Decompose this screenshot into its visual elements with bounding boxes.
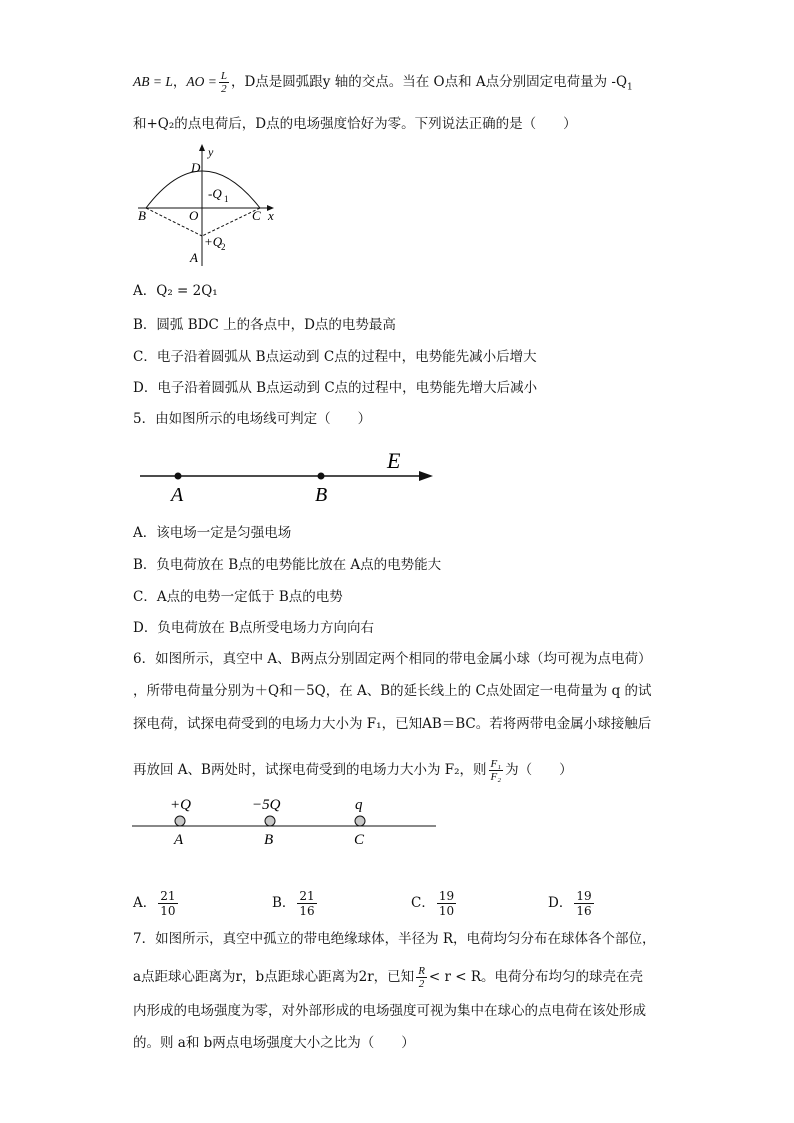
label-o: O [189, 208, 199, 223]
q4-line1-rest: ，D点是圆弧跟y 轴的交点。当在 O点和 A点分别固定电荷量为 -Q [230, 74, 628, 90]
arc-bdc [146, 171, 260, 208]
q6-line4-post: 为（ ） [505, 762, 573, 778]
label-a: A [174, 832, 184, 848]
q4-line1-sub: 1 [627, 82, 633, 93]
y-axis-arrow [199, 144, 205, 151]
q4-sep: ， [172, 74, 187, 90]
label-y: y [208, 145, 214, 159]
q6-option-c-letter: C． [411, 895, 435, 911]
q6-option-d-fraction [574, 889, 593, 918]
q6-option-d-letter: D． [548, 895, 573, 911]
q6-ratio-fraction [489, 758, 504, 783]
label-d: D [191, 160, 201, 175]
q6-option-b [272, 889, 319, 918]
q6-option-b-fraction [297, 889, 316, 918]
q5-option-c: C．A点的电势一定低于 B点的电势 [133, 589, 343, 605]
q4-frac-den: 2 [221, 83, 227, 95]
q6-line4 [133, 758, 573, 783]
q6-option-b-letter: B． [272, 895, 296, 911]
ball-c [355, 816, 365, 826]
label-c: C [354, 832, 365, 848]
q6-option-a-fraction [158, 889, 177, 918]
q7-frac-den: 2 [418, 978, 425, 990]
label-q: q [355, 797, 363, 813]
label-pos-q2: +Q [204, 234, 223, 249]
label-b: B [138, 208, 146, 223]
q7-frac-num: R [418, 965, 425, 977]
q6-option-d-den: 16 [576, 904, 592, 918]
q6-ratio-num: F₁ [490, 758, 502, 770]
q6-option-b-num: 21 [299, 889, 315, 903]
q5-option-d: D．负电荷放在 B点所受电场力方向向右 [133, 620, 375, 636]
q6-line4-pre: 再放回 A、B两处时，试探电荷受到的电场力大小为 F₂，则 [133, 762, 487, 778]
q7-r-half-fraction [416, 965, 427, 990]
label-minus-5q: −5Q [252, 797, 281, 813]
q6-option-a-den: 10 [160, 904, 176, 918]
q4-option-c: C．电子沿着圆弧从 B点运动到 C点的过程中，电势能先减小后增大 [133, 349, 537, 365]
q6-option-d [548, 889, 596, 918]
q4-line1 [133, 70, 633, 98]
label-plus-q: +Q [170, 797, 191, 813]
q7-line2-post: < r < R。电荷分布均匀的球壳在壳 [428, 969, 644, 985]
q4-line2: 和+Q₂的点电荷后，D点的电场强度恰好为零。下列说法正确的是（ ） [133, 116, 577, 132]
q4-ao: AO = [186, 74, 217, 89]
q7-line2-pre: a点距球心距离为r，b点距球心距离为2r，已知 [133, 969, 415, 985]
point-a-dot [175, 473, 182, 480]
q5-field-line-figure [135, 444, 445, 508]
q6-option-b-den: 16 [299, 904, 315, 918]
q6-line3: 探电荷，试探电荷受到的电场力大小为 F₁，已知AB＝BC。若将两带电金属小球接触后 [133, 716, 652, 732]
q5-option-b: B．负电荷放在 B点的电势能比放在 A点的电势能大 [133, 557, 442, 573]
q4-frac-num: L [220, 70, 227, 82]
label-neg-q1: -Q [208, 186, 222, 201]
q5-option-a: A．该电场一定是匀强电场 [133, 525, 292, 541]
q6-option-c [411, 889, 458, 918]
q6-option-a-num: 21 [160, 889, 176, 903]
q6-line1: 6．如图所示，真空中 A、B两点分别固定两个相同的带电金属小球（均可视为点电荷） [133, 651, 652, 667]
label-neg-q1-sub: 1 [224, 194, 229, 204]
q4-ao-fraction [219, 70, 229, 95]
label-c: C [252, 208, 261, 223]
q4-arc-figure [128, 140, 288, 268]
q6-option-a [133, 889, 180, 918]
q6-line2: ，所带电荷量分别为＋Q和－5Q，在 A、B的延长线上的 C点处固定一电荷量为 q 的试 [133, 683, 652, 699]
q6-option-d-num: 19 [576, 889, 592, 903]
q4-option-d: D．电子沿着圆弧从 B点运动到 C点的过程中，电势能先增大后减小 [133, 380, 538, 396]
q6-charges-figure [130, 792, 440, 852]
q4-ab: AB = L [133, 74, 173, 89]
label-x: x [268, 208, 274, 223]
q7-line1: 7．如图所示，真空中孤立的带电绝缘球体，半径为 R，电荷均匀分布在球体各个部位， [133, 931, 656, 947]
q4-option-b: B．圆弧 BDC 上的各点中，D点的电势最高 [133, 317, 396, 333]
q7-line4: 的。则 a和 b两点电场强度大小之比为（ ） [133, 1035, 415, 1051]
q6-option-c-num: 19 [438, 889, 455, 903]
label-b: B [264, 832, 274, 848]
q4-option-a: A．Q₂ = 2Q₁ [133, 283, 218, 299]
q7-line2 [133, 965, 643, 990]
q5-stem: 5．由如图所示的电场线可判定（ ） [133, 411, 372, 427]
ball-b [265, 816, 275, 826]
point-b-dot [318, 473, 325, 480]
label-b: B [315, 484, 328, 506]
label-pos-q2-sub: 2 [221, 242, 226, 252]
label-e: E [387, 448, 401, 473]
ball-a [175, 816, 185, 826]
q6-option-c-fraction [437, 889, 456, 918]
label-a: A [190, 250, 198, 265]
q6-option-a-letter: A． [133, 895, 157, 911]
q6-ratio-den: F₂ [490, 771, 502, 783]
label-a: A [171, 484, 184, 506]
field-arrow [419, 471, 433, 481]
q6-option-c-den: 10 [438, 904, 455, 918]
q7-line3: 内形成的电场强度为零，对外部形成的电场强度可视为集中在球心的点电荷在该处形成 [133, 1003, 646, 1019]
